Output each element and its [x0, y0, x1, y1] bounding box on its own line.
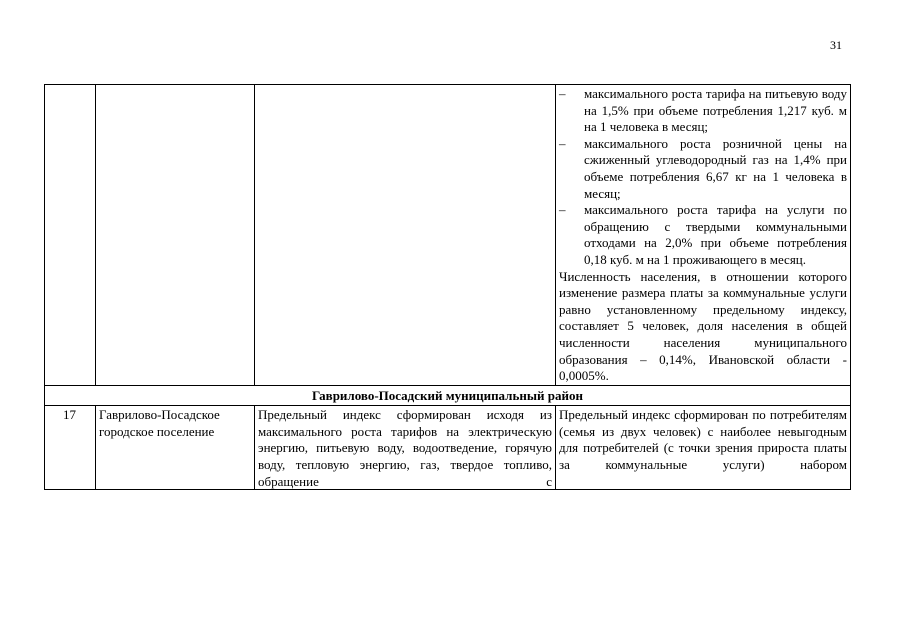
population-text: Численность населения, в отношении которого изменение размера платы за коммунальные услуги равно установленному предельному индексу, составляет 5 человек, доля населения в общей численности населения муниципального образования – 0,14%, Ивановской области - 0,0005%. — [559, 268, 847, 384]
table-row-continued — [45, 85, 851, 386]
dash-mark: – — [559, 202, 566, 218]
tariff-index-table — [44, 84, 851, 490]
section-title: Гаврилово-Посадский муниципальный район — [45, 385, 851, 406]
cell-municipality: Гаврилово-Посадское городское поселение — [96, 406, 255, 490]
dash-mark: – — [559, 135, 566, 151]
list-item: – максимального роста розничной цены на сжиженный углеводородный газ на 1,4% при объеме потребления 6,67 кг на 1 человека в месяц; — [559, 135, 847, 201]
cell-basis-empty — [255, 85, 556, 386]
cell-number-empty — [45, 85, 96, 386]
table-row — [45, 406, 851, 490]
cell-municipality-empty — [96, 85, 255, 386]
section-header-row — [45, 385, 851, 406]
list-item: – максимального роста тарифа на услуги по обращению с твердыми коммунальными отходами на 2,0% при объеме потребления 0,18 куб. м на 1 проживающего в месяц. — [559, 202, 847, 267]
page-number: 31 — [830, 38, 842, 52]
list-item: – максимального роста тарифа на питьевую воду на 1,5% при объеме потребления 1,217 куб. м на 1 человека в месяц; — [559, 86, 847, 135]
dash-mark: – — [559, 86, 566, 101]
cell-index-description: Предельный индекс сформирован по потребителям (семья из двух человек) с наиболее невыгодным для потребителей (с точки зрения прироста платы за коммунальные услуги) набором — [556, 406, 851, 490]
cell-description — [556, 85, 851, 386]
cell-number: 17 — [45, 406, 96, 490]
bullet-list — [559, 86, 847, 269]
cell-index-basis: Предельный индекс сформирован исходя из максимального роста тарифов на электрическую энергию, питьевую воду, водоотведение, горячую воду, тепловую энергию, газ, твердое топливо, обращение с — [255, 406, 556, 490]
